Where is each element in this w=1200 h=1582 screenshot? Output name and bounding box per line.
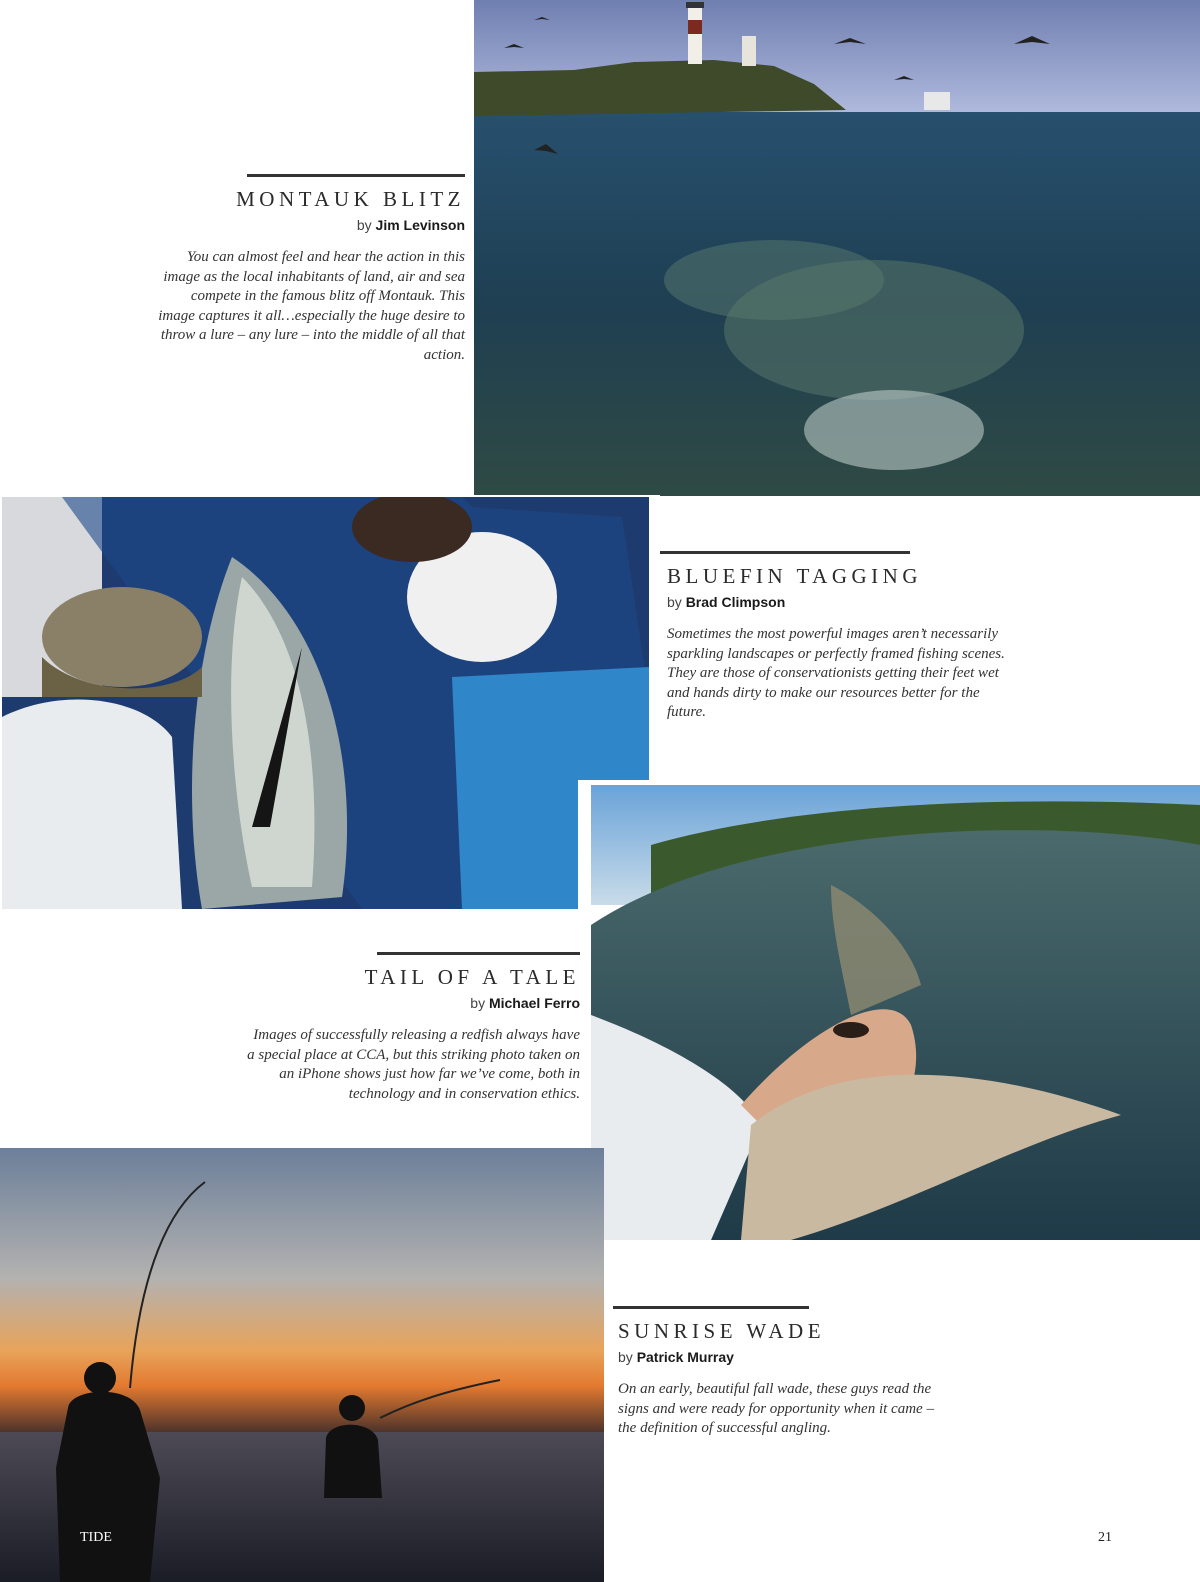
byline-prefix: by bbox=[356, 217, 372, 233]
author-name: Michael Ferro bbox=[488, 995, 580, 1011]
story-title: BLUEFIN TAGGING bbox=[667, 564, 923, 588]
story-sunrise-wade bbox=[613, 1306, 943, 1439]
byline-prefix: by bbox=[470, 995, 486, 1011]
photo-bluefin-tagging bbox=[2, 497, 649, 909]
photo-tail-of-a-tale bbox=[591, 785, 1200, 1240]
title-rule bbox=[377, 952, 580, 955]
byline bbox=[618, 1348, 943, 1366]
story-tail-of-a-tale bbox=[245, 952, 580, 1104]
author-name: Patrick Murray bbox=[636, 1349, 734, 1365]
story-title: MONTAUK BLITZ bbox=[236, 187, 465, 211]
story-title: SUNRISE WADE bbox=[618, 1319, 826, 1343]
page-number: 21 bbox=[1098, 1530, 1112, 1545]
photo-sunrise-wade bbox=[0, 1148, 604, 1582]
story-caption: Sometimes the most powerful images aren’t necessarily sparkling landscapes or perfectly framed fishing scenes. They are those of conservationists getting their feet wet and hands dirty to make our resources better for the future. bbox=[667, 626, 1005, 720]
title-rule bbox=[660, 551, 910, 554]
story-bluefin-tagging bbox=[660, 551, 1005, 723]
story-montauk-blitz bbox=[158, 174, 465, 365]
title-rule bbox=[613, 1306, 809, 1309]
story-caption: You can almost feel and hear the action in this image as the local inhabitants of land, air and sea compete in the famous blitz off Montauk. This image captures it all…especially the huge desire to throw a lure – any lure – into the middle of all that action. bbox=[158, 249, 465, 363]
story-title: TAIL OF A TALE bbox=[364, 965, 580, 989]
byline-prefix: by bbox=[618, 1349, 633, 1365]
byline bbox=[245, 994, 580, 1012]
byline bbox=[158, 216, 465, 234]
author-name: Brad Climpson bbox=[685, 594, 786, 610]
photo-montauk-blitz bbox=[474, 0, 1200, 496]
byline-prefix: by bbox=[667, 594, 682, 610]
title-rule bbox=[247, 174, 465, 177]
story-caption: On an early, beautiful fall wade, these guys read the signs and were ready for opportunity when it came – the definition of successful angling. bbox=[618, 1381, 934, 1436]
magazine-name: TIDE bbox=[80, 1530, 112, 1545]
byline bbox=[667, 593, 1005, 611]
author-name: Jim Levinson bbox=[375, 217, 465, 233]
story-caption: Images of successfully releasing a redfish always have a special place at CCA, but this striking photo taken on an iPhone shows just how far we’ve come, both in technology and in conservation ethics. bbox=[247, 1027, 580, 1102]
